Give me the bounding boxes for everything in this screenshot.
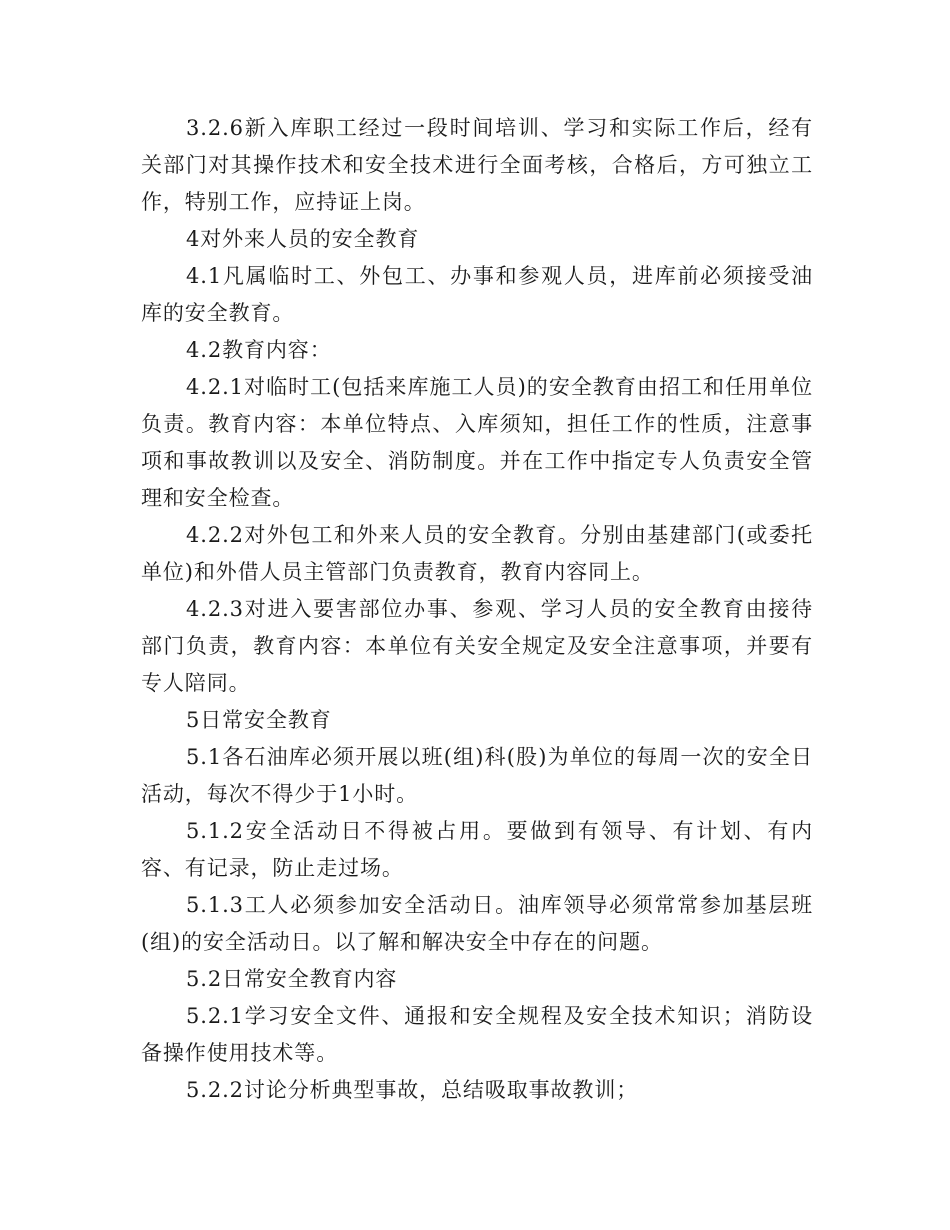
paragraph-5-2: 5.2日常安全教育内容 xyxy=(186,967,398,991)
section-heading-5: 5日常安全教育 xyxy=(186,708,332,732)
paragraph-5-1-3: 5.1.3工人必须参加安全活动日。油库领导必须常常参加基层班(组)的安全活动日。以了解和解决安全中存在的问题。 xyxy=(141,893,813,954)
paragraph-4-1: 4.1凡属临时工、外包工、办事和参观人员，进库前必须接受油库的安全教育。 xyxy=(141,264,813,325)
paragraph-4-2-1: 4.2.1对临时工(包括来库施工人员)的安全教育由招工和任用单位负责。教育内容：本单位特点、入库须知，担任工作的性质，注意事项和事故教训以及安全、消防制度。并在工作中指定专人负责安全管理和安全检查。 xyxy=(141,375,813,510)
document-body xyxy=(141,110,813,1109)
paragraph-5-1-2: 5.1.2安全活动日不得被占用。要做到有领导、有计划、有内容、有记录，防止走过场。 xyxy=(141,819,813,880)
paragraph-3-2-6: 3.2.6新入库职工经过一段时间培训、学习和实际工作后，经有关部门对其操作技术和安全技术进行全面考核，合格后，方可独立工作，特别工作，应持证上岗。 xyxy=(141,116,813,214)
paragraph-5-2-2: 5.2.2讨论分析典型事故，总结吸取事故教训； xyxy=(186,1078,639,1102)
paragraph-5-2-1: 5.2.1学习安全文件、通报和安全规程及安全技术知识；消防设备操作使用技术等。 xyxy=(141,1004,813,1065)
paragraph-5-1: 5.1各石油库必须开展以班(组)科(股)为单位的每周一次的安全日活动，每次不得少于1小时。 xyxy=(141,745,813,806)
section-heading-4: 4对外来人员的安全教育 xyxy=(186,227,420,251)
paragraph-4-2: 4.2教育内容： xyxy=(186,338,332,362)
paragraph-4-2-3: 4.2.3对进入要害部位办事、参观、学习人员的安全教育由接待部门负责，教育内容：本单位有关安全规定及安全注意事项，并要有专人陪同。 xyxy=(141,597,813,695)
paragraph-4-2-2: 4.2.2对外包工和外来人员的安全教育。分别由基建部门(或委托单位)和外借人员主管部门负责教育，教育内容同上。 xyxy=(141,523,813,584)
